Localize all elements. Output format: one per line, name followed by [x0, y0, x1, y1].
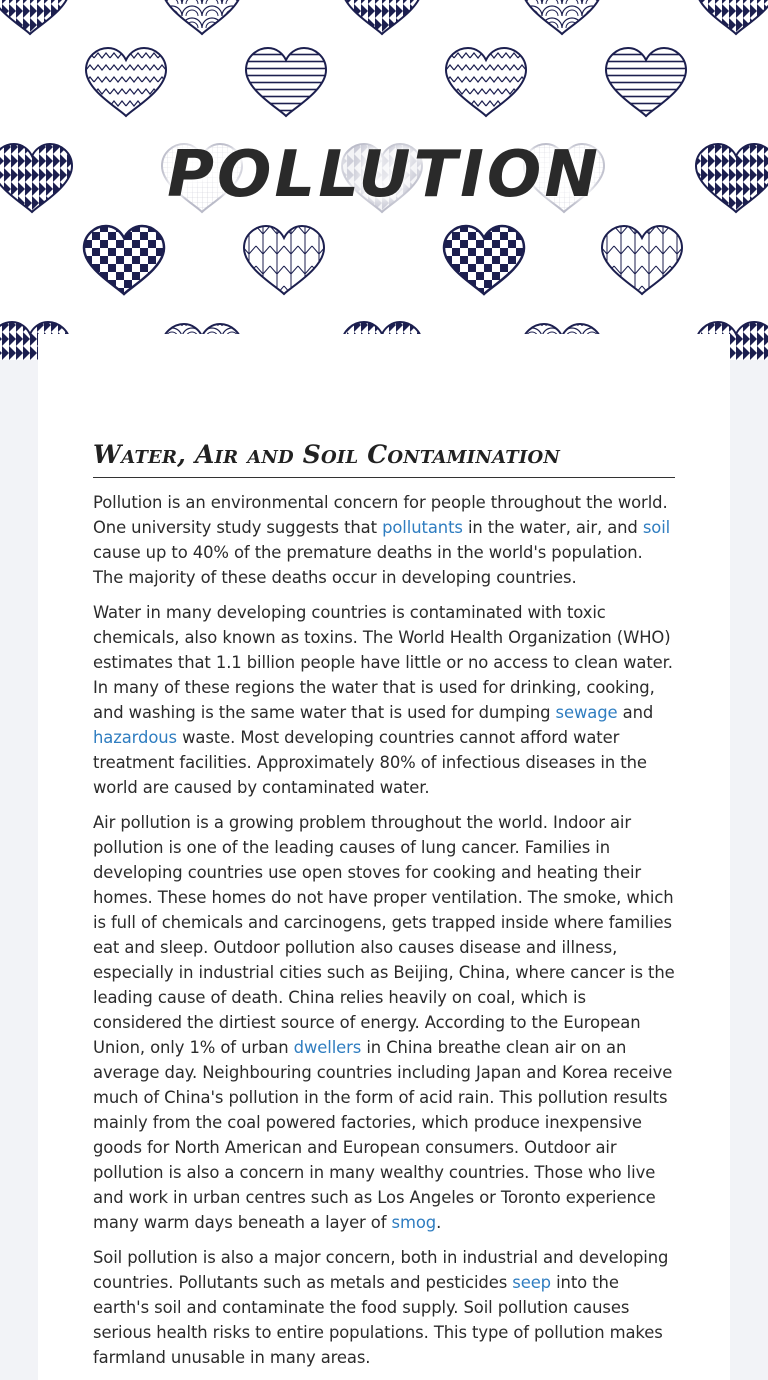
- paragraph-text: and: [617, 703, 654, 722]
- section-heading: Water, Air and Soil Contamination: [93, 440, 675, 478]
- glossary-link-smog[interactable]: smog: [391, 1213, 437, 1232]
- glossary-link-dwellers[interactable]: dwellers: [293, 1038, 362, 1057]
- glossary-link-sewage[interactable]: sewage: [555, 703, 618, 722]
- article-content: [93, 440, 675, 1380]
- paragraph-text: into the earth's soil and contaminate the food supply. Soil pollution causes serious health risks to entire populations. This type of pollution makes farmland unusable in many areas.: [93, 1273, 663, 1367]
- paragraph-text: Soil pollution is also a major concern, both in industrial and developing countries. Pollutants such as metals and pesticides: [93, 1248, 669, 1292]
- paragraph: [93, 600, 675, 800]
- header-banner: [0, 0, 768, 360]
- glossary-link-hazardous[interactable]: hazardous: [93, 728, 177, 747]
- paragraph: [93, 490, 675, 590]
- page-title: POLLUTION: [167, 138, 601, 212]
- glossary-link-pollutants[interactable]: pollutants: [382, 518, 463, 537]
- paragraph-text: waste. Most developing countries cannot afford water treatment facilities. Approximately 80% of infectious diseases in the world are caused by contaminated water.: [93, 728, 647, 797]
- paragraph-text: in the water, air, and: [462, 518, 643, 537]
- article-body: [93, 490, 675, 1370]
- glossary-link-soil[interactable]: soil: [642, 518, 671, 537]
- paragraph-text: cause up to 40% of the premature deaths in the world's population. The majority of these deaths occur in developing countries.: [93, 543, 643, 587]
- paragraph-text: in China breathe clean air on an average day. Neighbouring countries including Japan and Korea receive much of China's pollution in the form of acid rain. This pollution results mainly from the coal powered factories, which produce inexpensive goods for North American and European consumers. Outdoor air pollution is also a concern in many wealthy countries. Those who live and work in urban centres such as Los Angeles or Toronto experience many warm days beneath a layer of: [93, 1038, 673, 1232]
- glossary-link-seep[interactable]: seep: [512, 1273, 551, 1292]
- paragraph-text: .: [436, 1213, 442, 1232]
- paragraph: [93, 1245, 675, 1370]
- paragraph-text: Water in many developing countries is contaminated with toxic chemicals, also known as toxins. The World Health Organization (WHO) estimates that 1.1 billion people have little or no access to clean water. In many of these regions the water that is used for drinking, cooking, and washing is the same water that is used for dumping: [93, 603, 673, 722]
- paragraph: [93, 810, 675, 1235]
- paragraph-text: Pollution is an environmental concern for people throughout the world. One university study suggests that: [93, 493, 668, 537]
- paragraph-text: Air pollution is a growing problem throughout the world. Indoor air pollution is one of the leading causes of lung cancer. Families in developing countries use open stoves for cooking and heating their homes. These homes do not have proper ventilation. The smoke, which is full of chemicals and carcinogens, gets trapped inside where families eat and sleep. Outdoor pollution also causes disease and illness, especially in industrial cities such as Beijing, China, where cancer is the leading cause of death. China relies heavily on coal, which is considered the dirtiest source of energy. According to the European Union, only 1% of urban: [93, 813, 675, 1057]
- article-card: [38, 334, 730, 1380]
